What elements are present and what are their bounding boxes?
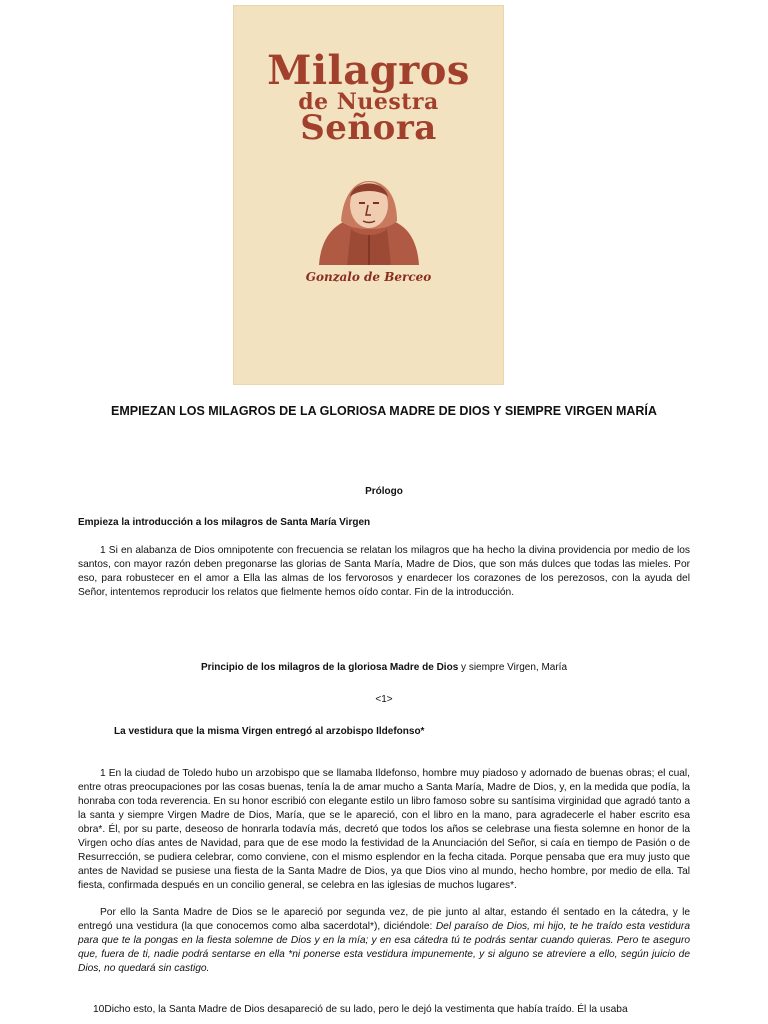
cover-title-line-3: Señora — [300, 108, 437, 148]
main-heading: EMPIEZAN LOS MILAGROS DE LA GLORIOSA MADRE DE DIOS Y SIEMPRE VIRGEN MARÍA — [111, 404, 657, 418]
miracle-number: <1> — [375, 694, 393, 705]
miracles-heading-bold: Principio de los milagros de la gloriosa Madre de Dios — [200, 662, 459, 673]
intro-heading: Empieza la introducción a los milagros de Santa María Virgen — [78, 517, 371, 528]
prologue-title: Prólogo — [365, 486, 403, 497]
miracles-heading — [0, 662, 768, 673]
miracle-paragraph-2: Por ello la Santa Madre de Dios se le apareció por segunda vez, de pie junto al altar, estando él sentado en la cátedra, y le entregó una vestidura (la que conocemos como alba sacerdotal*), diciéndole: Del paraíso de Dios, mi hijo, te he traído esta vestidura para que te la pongas en la fiesta solemne de Dios y en la mía; y en esa cátedra tú te podrás sentar cuando quieras. Pero te aseguro que, fuera de ti, nadie podrá sentarse en ella *ni ponerse esta vestidura impunemente, y si alguno se atreviere a ello, según juicio de Dios, no quedará sin castigo. — [78, 907, 690, 974]
cover-title-line-2: de Nuestra — [298, 89, 439, 115]
cover-title-line-1: Milagros — [267, 47, 470, 94]
miracle-paragraph-1: 1 En la ciudad de Toledo hubo un arzobispo que se llamaba Ildefonso, hombre muy piadoso y adornado de buenas obras; el cual, entre otras preocupaciones por las cosas buenas, tenía la de amar mucho a Santa María, Madre de Dios, y, en la medida que podía, la honraba con toda reverencia. En su honor escribió con elegante estilo un libro famoso sobre su santísima virginidad que agradó tanto a la santa y siempre Virgen Madre de Dios, María, que se le apareció, con el libro en la mano, para agradecerle el haber escrito esa obra*. Él, por su parte, deseoso de honrarla todavía más, decretó que todos los años se celebrase una fiesta solemne en honor de la Virgen ocho días antes de Navidad, para que de ese modo la festividad de la Anunciación del Señor, si caía en tiempo de Pasión o de Resurrección, se pudiera celebrar, como conviene, con el mismo esplendor en la fecha citada. Porque pensaba que era muy justo que antes de Navidad se pusiese una fiesta de la Santa Madre de Dios, ya que Dios vino al mundo, hecho hombre, por medio de ella. Tal fiesta, confirmada después en un concilio general, se celebra en las iglesias de muchos lugares*. — [78, 768, 690, 891]
virgin-quote: Del paraíso de Dios, mi hijo, te he traído esta vestidura para que te la pongas en la fiesta solemne de Dios y en la mía; y en esa cátedra tú te podrás sentar cuando quieras. Pero te aseguro que, fuera de ti, nadie podrá sentarse en ella *ni ponerse esta vestidura impunemente, y si alguno se atreviere a ello, según juicio de Dios, no quedará sin castigo. — [78, 921, 690, 974]
monk-portrait-illustration — [311, 165, 427, 265]
miracle-paragraph-3: 10Dicho esto, la Santa Madre de Dios desapareció de su lado, pero le dejó la vestimenta que había traído. Él la usaba — [93, 1004, 628, 1015]
prologue-paragraph: 1 Si en alabanza de Dios omnipotente con frecuencia se relatan los milagros que ha hecho la divina providencia por medio de los santos, con mayor razón deben pregonarse las glorias de Santa María, Madre de Dios, que son más dulces que todas las mieles. Por eso, para robustecer en el amor a Ella las almas de los fervorosos y enardecer los corazones de los perezosos, con la ayuda del Señor, intentemos reproducir los relatos que fielmente hemos oído contar. Fin de la introducción. — [78, 545, 690, 598]
cover-author: Gonzalo de Berceo — [305, 270, 432, 284]
miracles-heading-normal: y siempre Virgen, María — [458, 662, 568, 673]
book-cover-image — [233, 5, 504, 385]
miracle-title: La vestidura que la misma Virgen entregó al arzobispo Ildefonso* — [114, 726, 425, 737]
